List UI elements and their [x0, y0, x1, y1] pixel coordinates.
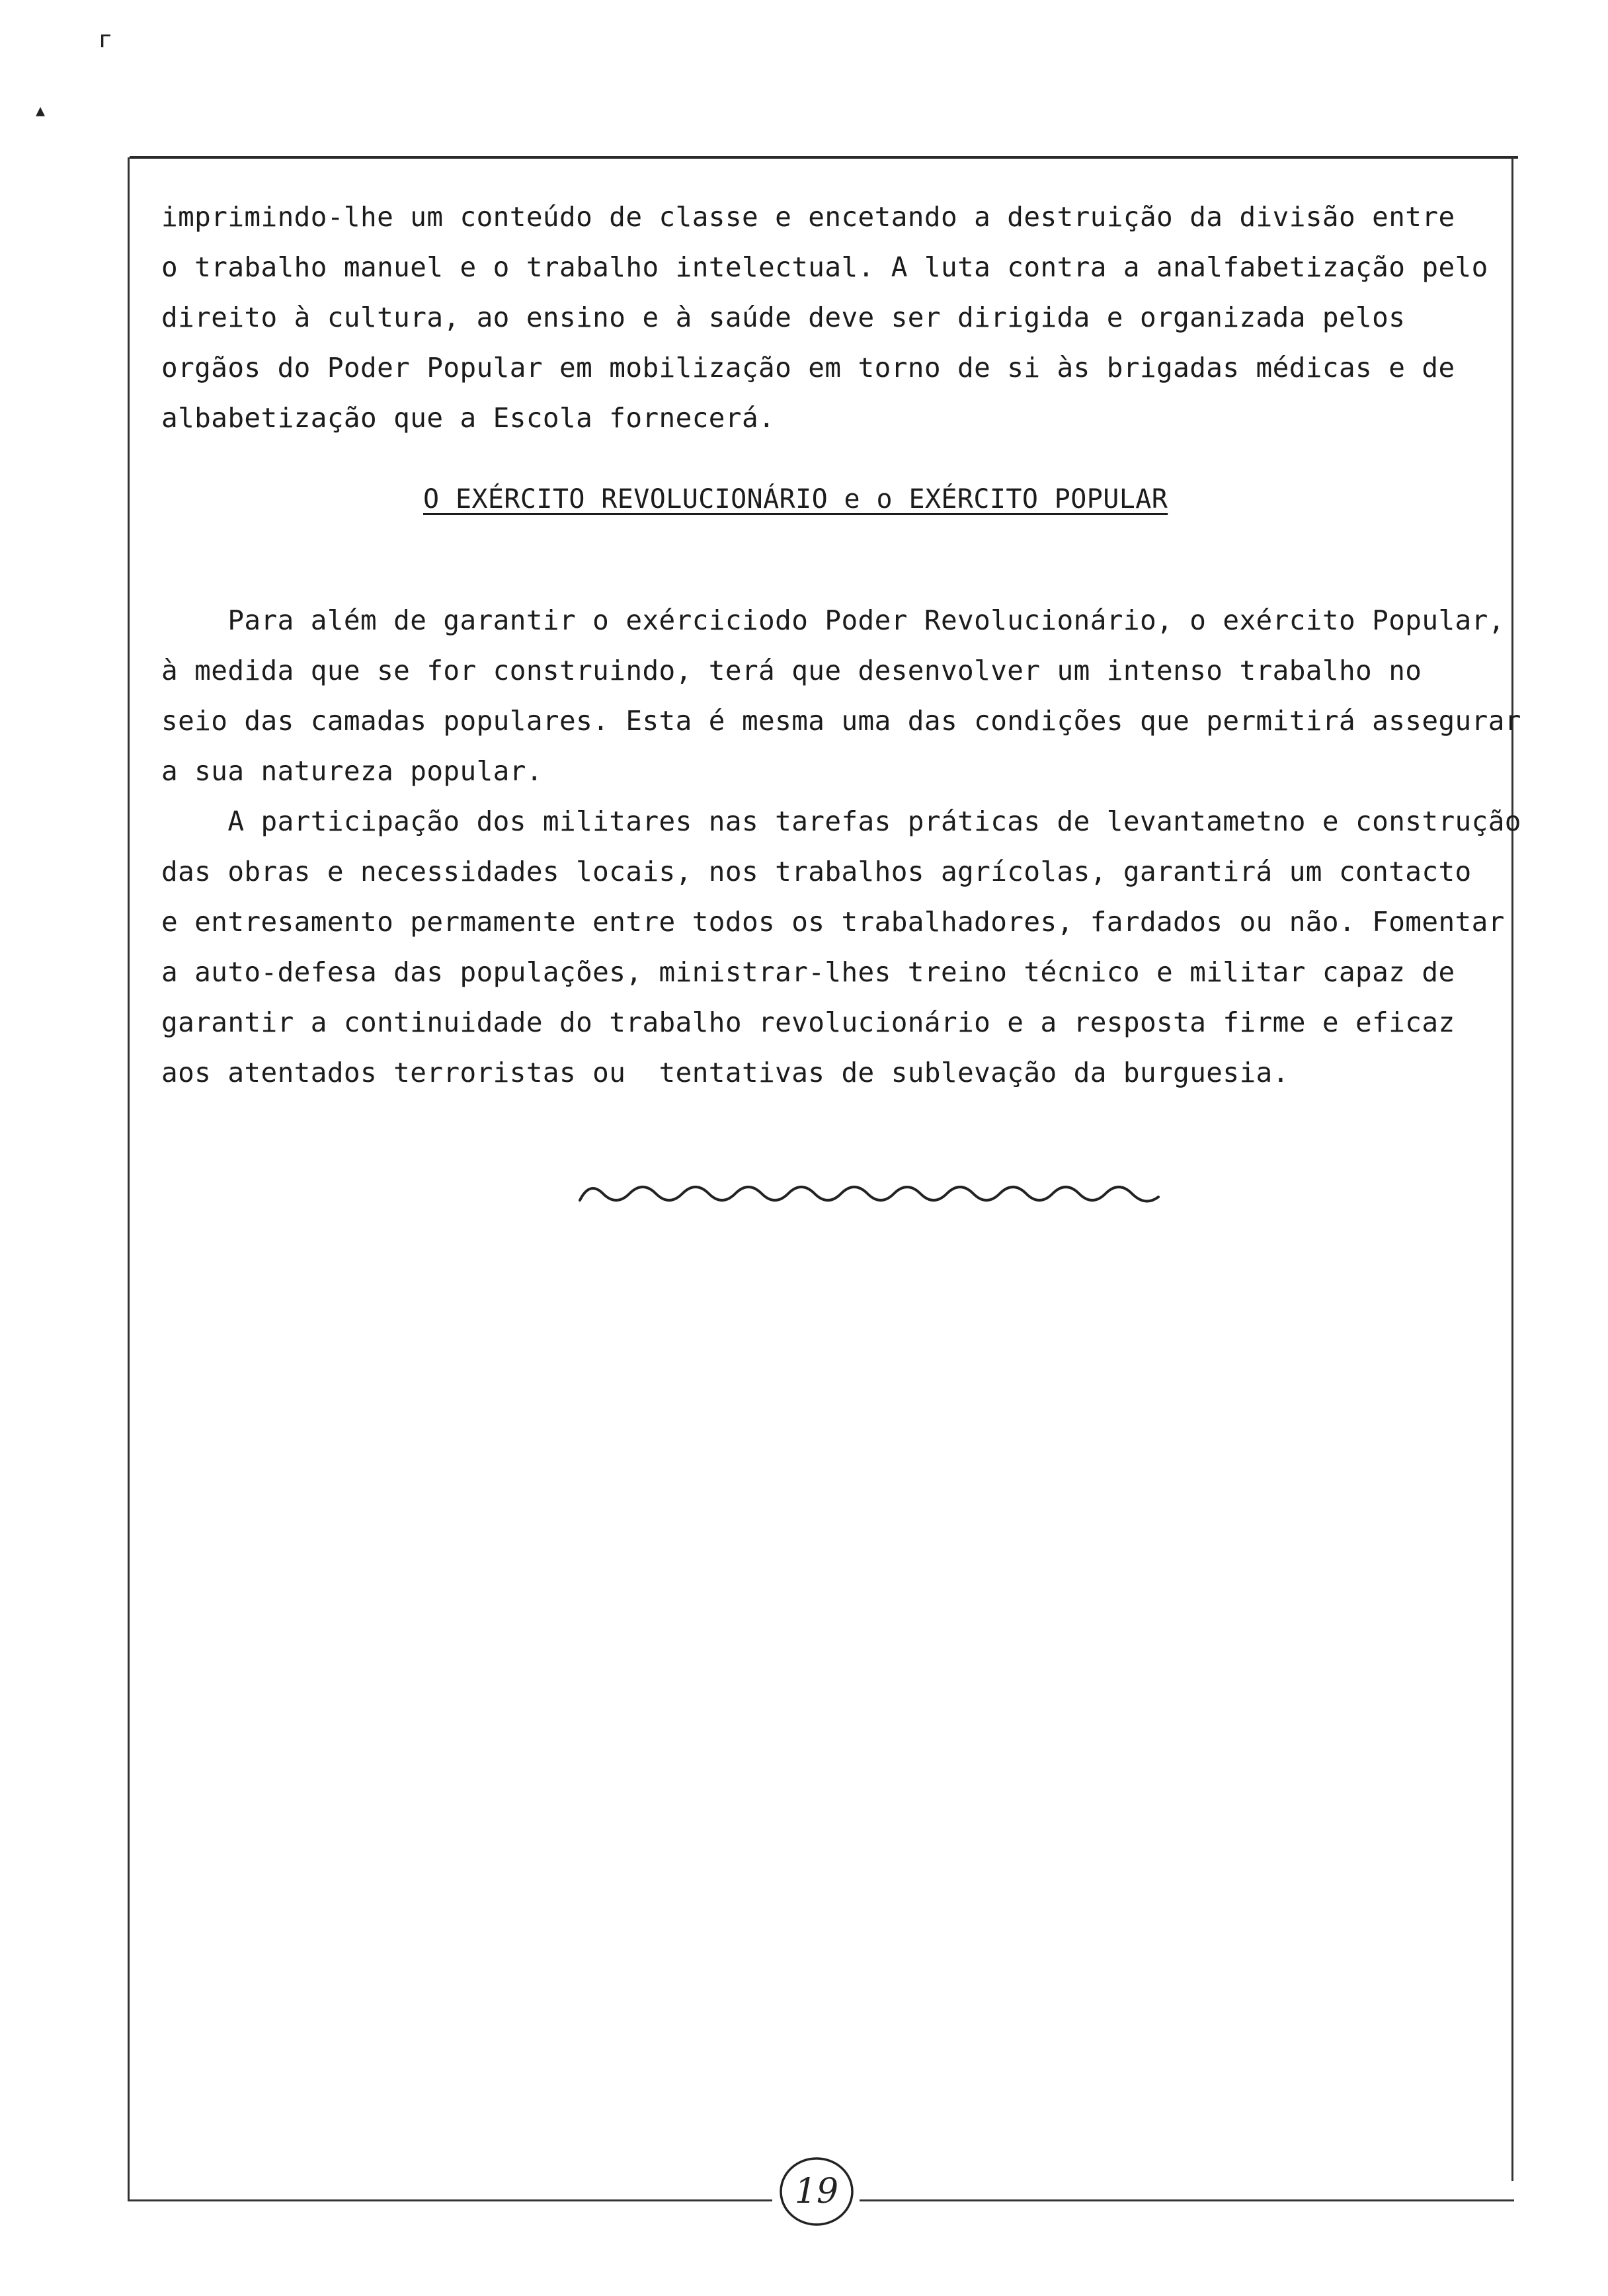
text-line: a sua natureza popular. [161, 755, 543, 787]
frame-right-border [1511, 157, 1513, 2181]
stray-mark: ᴦ [99, 26, 112, 53]
text-line: Para além de garantir o exérciciodo Poder Revolucionário, o exército Popular, [161, 604, 1505, 636]
section-heading: O EXÉRCITO REVOLUCIONÁRIO e o EXÉRCITO POPULAR [423, 484, 1168, 514]
wavy-divider-ornament [577, 1170, 1162, 1217]
text-line: direito à cultura, ao ensino e à saúde deve ser dirigida e organizada pelos [161, 302, 1406, 333]
frame-bottom-border-left [128, 2199, 772, 2201]
text-line: e entresamento permamente entre todos os trabalhadores, fardados ou não. Fomentar [161, 906, 1505, 938]
frame-top-border [130, 156, 1518, 159]
text-line: aos atentados terroristas ou tentativas de sublevação da burguesia. [161, 1057, 1289, 1088]
text-line: à medida que se for construindo, terá que desenvolver um intenso trabalho no [161, 655, 1422, 686]
text-line: orgãos do Poder Popular em mobilização em torno de si às brigadas médicas e de [161, 352, 1455, 384]
paragraph-2-3 [161, 595, 1550, 1098]
page-number-label: 19 [794, 2172, 839, 2211]
paragraph-1 [161, 192, 1537, 443]
text-line: A participação dos militares nas tarefas práticas de levantametno e construção [161, 805, 1521, 837]
text-line: imprimindo-lhe um conteúdo de classe e encetando a destruição da divisão entre [161, 201, 1455, 233]
stray-mark: ▴ [36, 99, 46, 121]
text-line: a auto-defesa das populações, ministrar-lhes treino técnico e militar capaz de [161, 956, 1455, 988]
text-line: das obras e necessidades locais, nos trabalhos agrícolas, garantirá um contacto [161, 856, 1472, 887]
frame-left-border [128, 157, 130, 2201]
text-line: o trabalho manuel e o trabalho intelectual. A luta contra a analfabetização pelo [161, 251, 1488, 283]
frame-bottom-border-right [860, 2199, 1514, 2201]
text-line: albabetização que a Escola fornecerá. [161, 402, 776, 434]
text-line: garantir a continuidade do trabalho revolucionário e a resposta firme e eficaz [161, 1006, 1455, 1038]
text-line: seio das camadas populares. Esta é mesma uma das condições que permitirá assegurar [161, 705, 1521, 737]
page-number [777, 2153, 856, 2233]
